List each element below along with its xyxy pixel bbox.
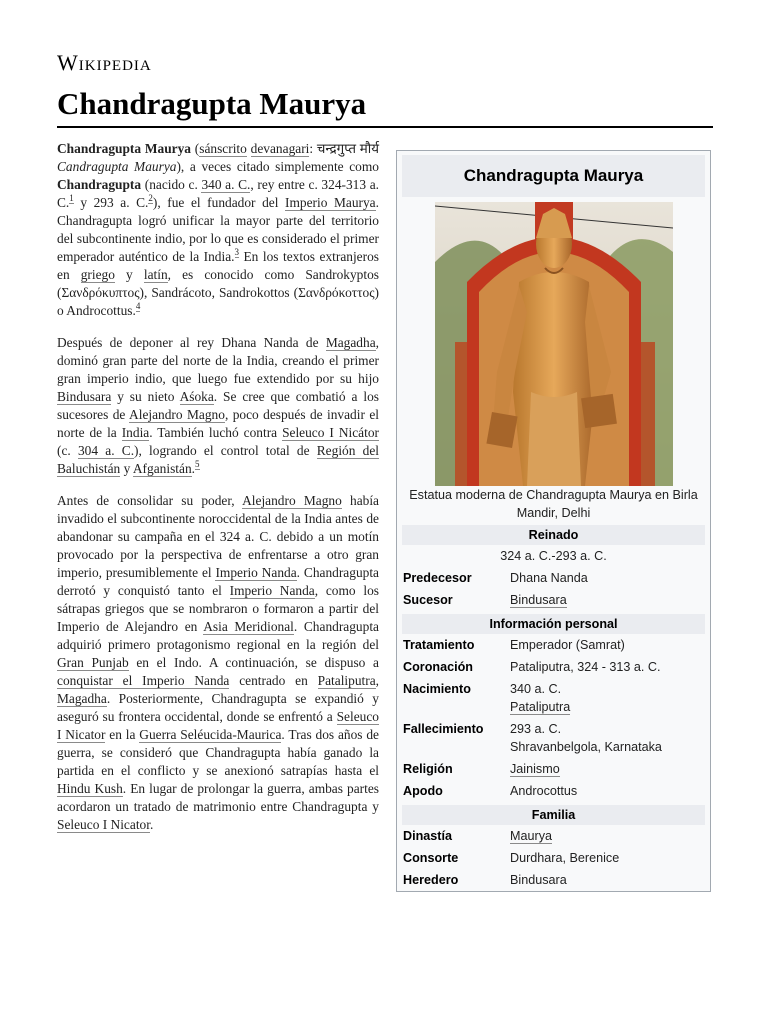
text: . bbox=[191, 461, 196, 476]
link-latin[interactable]: latín bbox=[143, 267, 168, 282]
row-dinastia bbox=[397, 825, 710, 847]
link-religion[interactable]: Jainismo bbox=[510, 762, 560, 776]
label-tratamiento: Tratamiento bbox=[403, 638, 475, 652]
text: centrado en bbox=[229, 673, 318, 688]
text: . En lugar de prolongar la guerra, ambas partes acordaron un tratado de matrimonio entre Chandragupta y bbox=[57, 781, 379, 814]
paragraph-2 bbox=[57, 334, 379, 478]
link-seleuco-nicator[interactable]: Seleuco I Nicator bbox=[57, 817, 150, 832]
text: ), logrando el control total de bbox=[134, 443, 317, 458]
reign-dates: 324 a. C.-293 a. C. bbox=[500, 549, 607, 563]
ref-2[interactable]: 2 bbox=[148, 193, 153, 203]
link-alejandro-magno[interactable]: Alejandro Magno bbox=[129, 407, 225, 422]
text: (c. bbox=[57, 443, 78, 458]
link-birth-place[interactable]: Pataliputra bbox=[510, 700, 571, 714]
row-fallecimiento bbox=[397, 718, 710, 758]
row-heredero bbox=[397, 869, 710, 891]
link-imperio-nanda[interactable]: Imperio Nanda bbox=[215, 565, 297, 580]
link-baluchistan[interactable]: Región del Baluchistán bbox=[57, 443, 379, 476]
text: En los textos extranjeros en bbox=[57, 249, 379, 282]
title-divider bbox=[57, 126, 713, 128]
value-heredero: Bindusara bbox=[510, 873, 567, 887]
row-religion bbox=[397, 758, 710, 780]
link-imperio-nanda[interactable]: Imperio Nanda bbox=[229, 583, 315, 598]
article-subject: Chandragupta Maurya bbox=[57, 141, 191, 156]
infobox bbox=[396, 150, 711, 892]
link-sucesor[interactable]: Bindusara bbox=[510, 593, 567, 607]
row-apodo bbox=[397, 780, 710, 802]
text: y su nieto bbox=[111, 389, 180, 404]
link-pataliputra[interactable]: Pataliputra bbox=[317, 673, 376, 688]
iast-name: Candragupta Maurya bbox=[57, 159, 177, 174]
label-sucesor: Sucesor bbox=[403, 593, 453, 607]
text: . Posteriormente, Chandragupta se expandió y aseguró su frontera occidental, donde se enfrentó a bbox=[57, 691, 379, 724]
text: : चन्द्रगुप्त मौर्य bbox=[309, 141, 379, 156]
link-bindusara[interactable]: Bindusara bbox=[57, 389, 112, 404]
text: . Chandragupta logró unificar la mayor parte del territorio del subcontinente indio, por lo que es considerado el primer emperador auténtico de la India. bbox=[57, 195, 379, 264]
value-coronacion: Pataliputra, 324 - 313 a. C. bbox=[510, 660, 661, 674]
label-coronacion: Coronación bbox=[403, 660, 473, 674]
link-sanskrit[interactable]: sánscrito bbox=[199, 141, 247, 156]
text: había invadido el subcontinente noroccidental de la India antes de abandonar su campaña en el 324 a. C. debido a un motín provocado por la perspectiva de enfrentarse a otro gran imperio, presumiblemente el bbox=[57, 493, 379, 580]
text: ), a veces citado simplemente como bbox=[176, 159, 379, 174]
row-sucesor bbox=[397, 589, 710, 611]
value-death-date: 293 a. C. bbox=[510, 722, 562, 736]
value-tratamiento: Emperador (Samrat) bbox=[510, 638, 625, 652]
link-imperio-maurya[interactable]: Imperio Maurya bbox=[285, 195, 376, 210]
text: (nacido c. bbox=[141, 177, 202, 192]
paragraph-3 bbox=[57, 492, 379, 834]
link-dinastia[interactable]: Maurya bbox=[510, 829, 552, 843]
text: ), fue el fundador del bbox=[152, 195, 286, 210]
intro-paragraph bbox=[57, 140, 379, 320]
link-asia-meridional[interactable]: Asia Meridional bbox=[203, 619, 294, 634]
short-name: Chandragupta bbox=[57, 177, 142, 192]
text: , es conocido como Sandrokyptos (Σανδρόκυπτος), Sandrácoto, Sandrokottos (Σανδρόκοττος) o Androcottus. bbox=[57, 267, 380, 318]
text: en la bbox=[105, 727, 140, 742]
value-apodo: Androcottus bbox=[510, 784, 578, 798]
row-tratamiento bbox=[397, 634, 710, 656]
label-apodo: Apodo bbox=[403, 784, 443, 798]
text: Después de deponer al rey Dhana Nanda de bbox=[57, 335, 326, 350]
link-conquista-nanda[interactable]: conquistar el Imperio Nanda bbox=[57, 673, 230, 688]
page-title: Chandragupta Maurya bbox=[57, 86, 367, 121]
link-alejandro-magno[interactable]: Alejandro Magno bbox=[242, 493, 342, 508]
text: . Tras dos años de guerra, se consideró que Chandragupta había ganado la partida en el conflicto y se anexionó satrapías hasta el bbox=[57, 727, 379, 778]
label-consorte: Consorte bbox=[403, 851, 459, 865]
statue-image[interactable] bbox=[435, 202, 673, 486]
link-seleuco[interactable]: Seleuco I Nicátor bbox=[282, 425, 379, 440]
label-religion: Religión bbox=[403, 762, 453, 776]
text: . bbox=[149, 817, 154, 832]
label-predecesor: Predecesor bbox=[403, 571, 472, 585]
text: en el Indo. A continuación, se dispuso a bbox=[128, 655, 379, 670]
link-magadha[interactable]: Magadha bbox=[325, 335, 376, 350]
section-familia: Familia bbox=[402, 805, 705, 825]
text: , bbox=[375, 673, 380, 688]
section-informacion-personal: Información personal bbox=[402, 614, 705, 634]
text: , dominó gran parte del norte de la India, creando el primer gran imperio indio, que luego fue extendido por su hijo bbox=[57, 335, 379, 386]
link-304bc[interactable]: 304 a. C. bbox=[77, 443, 135, 458]
text: , como los sátrapas griegos que se nombraron o formaron a partir del Imperio de Alejandro en bbox=[57, 583, 379, 634]
row-coronacion bbox=[397, 656, 710, 678]
infobox-title: Chandragupta Maurya bbox=[402, 155, 705, 197]
value-birth-date: 340 a. C. bbox=[510, 682, 562, 696]
ref-1[interactable]: 1 bbox=[69, 193, 74, 203]
ref-4[interactable]: 4 bbox=[135, 301, 141, 311]
text: y bbox=[120, 461, 133, 476]
text: , rey entre c. 324-313 a. C. bbox=[57, 177, 379, 210]
label-heredero: Heredero bbox=[403, 873, 459, 887]
article-body bbox=[57, 140, 379, 848]
image-caption: Estatua moderna de Chandragupta Maurya en Birla Mandir, Delhi bbox=[409, 488, 698, 520]
row-consorte bbox=[397, 847, 710, 869]
label-nacimiento: Nacimiento bbox=[403, 682, 471, 696]
ref-5[interactable]: 5 bbox=[195, 459, 200, 469]
text: . Se cree que combatió a los sucesores de bbox=[57, 389, 379, 422]
link-guerra-seleucida[interactable]: Guerra Seléucida-Maurica bbox=[139, 727, 282, 742]
link-seleuco-nicator[interactable]: Seleuco I Nicator bbox=[57, 709, 379, 742]
link-india[interactable]: India bbox=[121, 425, 150, 440]
link-griego[interactable]: griego bbox=[80, 267, 115, 282]
row-predecesor bbox=[397, 567, 710, 589]
label-dinastia: Dinastía bbox=[403, 829, 452, 843]
link-afganistan[interactable]: Afganistán bbox=[132, 461, 192, 476]
text: y bbox=[114, 267, 144, 282]
wikipedia-wordmark: Wikipedia bbox=[57, 50, 152, 75]
link-asoka[interactable]: Aśoka bbox=[179, 389, 214, 404]
value-death-place: Shravanbelgola, Karnataka bbox=[510, 740, 662, 754]
link-hindu-kush[interactable]: Hindu Kush bbox=[57, 781, 123, 796]
label-fallecimiento: Fallecimiento bbox=[403, 722, 484, 736]
link-gran-punjab[interactable]: Gran Punjab bbox=[57, 655, 129, 670]
link-devanagari[interactable]: devanagari bbox=[250, 141, 310, 156]
row-nacimiento bbox=[397, 678, 710, 718]
section-reinado: Reinado bbox=[402, 525, 705, 545]
text: Antes de consolidar su poder, bbox=[57, 493, 243, 508]
text: . También luchó contra bbox=[149, 425, 283, 440]
value-consorte: Durdhara, Berenice bbox=[510, 851, 620, 865]
link-340bc[interactable]: 340 a. C. bbox=[201, 177, 251, 192]
link-magadha[interactable]: Magadha bbox=[57, 691, 107, 706]
text: . Chandragupta derrotó y conquistó tanto el bbox=[57, 565, 379, 598]
text: . Chandragupta adquirió primero protagonismo regional en la región del bbox=[57, 619, 379, 652]
text: , poco después de invadir el norte de la bbox=[57, 407, 379, 440]
text: ( bbox=[191, 141, 200, 156]
text: y 293 a. C. bbox=[73, 195, 149, 210]
value-predecesor: Dhana Nanda bbox=[510, 571, 588, 585]
ref-3[interactable]: 3 bbox=[234, 247, 239, 257]
